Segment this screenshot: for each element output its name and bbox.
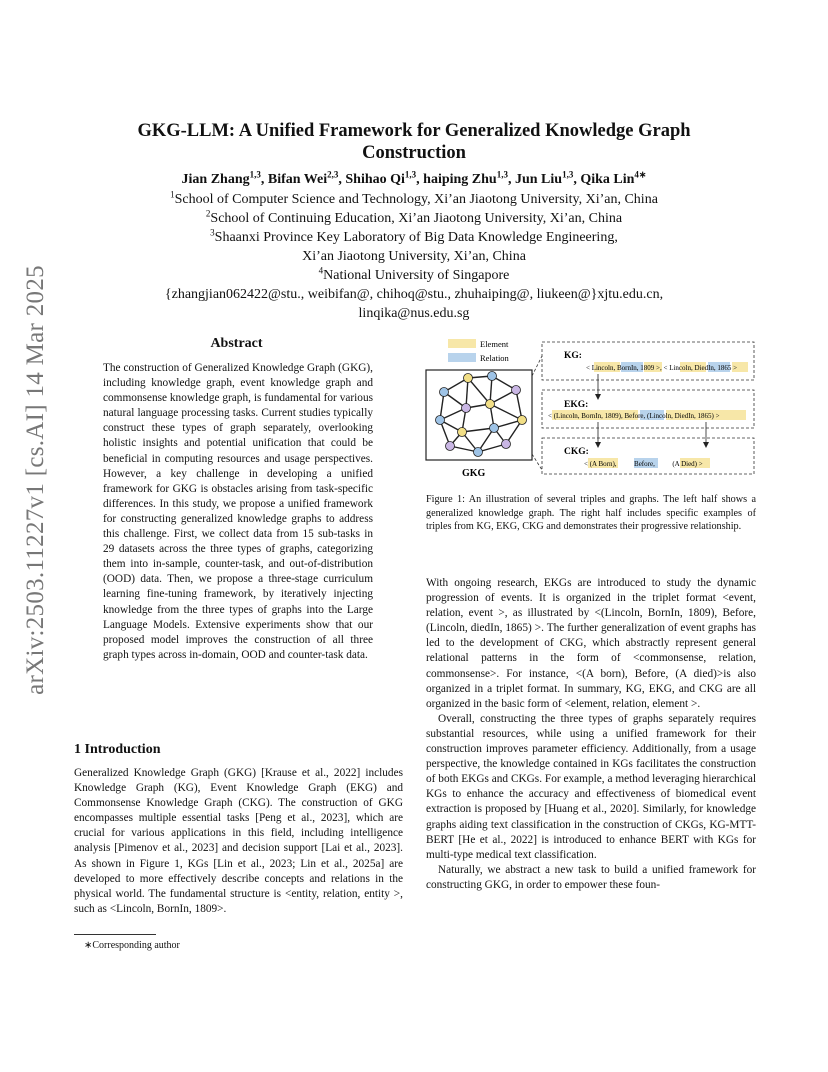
legend-relation-swatch (448, 353, 476, 362)
affiliations (90, 190, 738, 323)
author: Jian Zhang$^{1,3}$ (181, 169, 261, 187)
ekg-label: EKG: (564, 400, 589, 410)
affiliation-3-cont: Xi’an Jiaotong University, Xi’an, China (302, 249, 526, 264)
gkg-graph (426, 370, 532, 460)
paper-title: GKG-LLM: A Unified Framework for Generalized Knowledge Graph Construction (137, 121, 691, 163)
kg-triples: < Lincoln, BornIn, 1809 >, < Lincoln, DiedIn, 1865 > (586, 364, 738, 372)
author: Jun Liu$^{1,3}$ (514, 169, 574, 187)
footnote: ∗Corresponding author (84, 940, 180, 951)
author-list: Jian Zhang$^{1,3}$, Bifan Wei$^{2,3}$, Shihao Qi$^{1,3}$, haiping Zhu$^{1,3}$, Jun Liu$^{1,3}$, Qika Lin$^{4∗}$ (181, 169, 647, 187)
arxiv-id: arXiv:2503.11227v1 [cs.AI] 14 Mar 2025 (22, 265, 49, 695)
figure-caption: Figure 1: An illustration of several triples and graphs. The left half shows a generalized knowledge graph. The right half includes specific examples of triples from KG, EKG, CKG and demonstrates their progressive relationship. (426, 494, 756, 532)
abstract-text: The construction of Generalized Knowledge Graph (GKG), including knowledge graph, event knowledge graph and commonsense knowledge graph, is fundamental for various natural language processing tasks. Current studies typically construct these types of graph separately, overlooking holistic insights and potential unification that could be beneficial in computing resources and usage perspectives. However, a key challenge in developing a unified framework for GKG is obstacles arising from task-specific differences. In this study, we propose a unified framework for constructing generalized knowledge graphs to address this challenge. First, we collect data from 15 sub-tasks in 29 datasets across the three types of graphs, categorizing them into in-sample, counter-task, and out-of-distribution (OOD) data. Then, we propose a three-stage curriculum learning fine-tuning framework, by iteratively injecting knowledge from the three types of graphs into the Large Language Models. Extensive experiments show that our proposed model improves the construction of all three graph types across in-domain, OOD and counter-task data. (103, 362, 373, 661)
affiliation-4: $^4$National University of Singapore (318, 265, 510, 283)
paragraph: Naturally, we abstract a new task to build a unified framework for constructing GKG, in order to empower these foun- (426, 863, 756, 891)
footnote-rule (74, 934, 156, 935)
ckg-label: CKG: (564, 447, 589, 457)
affiliation-2: $^2$School of Continuing Education, Xi’an Jiaotong University, Xi’an, China (205, 208, 623, 226)
introduction-text: Generalized Knowledge Graph (GKG) [Krause et al., 2022] includes Knowledge Graph (KG), Event Knowledge Graph (EKG) and Commonsense Knowledge Graph (CKG). The construction of GKG encompasses multiple essential tasks [Peng et al., 2023], which are crucial for various applications in this field, including intelligence analysis [Pimenov et al., 2023] and decision support [Lai et al., 2023]. As shown in Figure 1, KGs [Lin et al., 2023; Lin et al., 2025a] are developed to more effectively describe concepts and relations in the physical world. The fundamental structure is <entity, relation, entity >, such as <Lincoln, BornIn, 1809>. (74, 767, 403, 915)
affiliation-3: $^3$Shaanxi Province Key Laboratory of Big Data Knowledge Engineering, (210, 227, 618, 245)
legend-element-label: Element (480, 339, 509, 349)
email-list-2: linqika@nus.edu.sg (358, 306, 470, 321)
legend-element-swatch (448, 339, 476, 348)
gkg-label: GKG (462, 468, 486, 479)
affiliation-1: $^1$School of Computer Science and Technology, Xi’an Jiaotong University, Xi’an, China (170, 189, 658, 207)
abstract-heading: Abstract (210, 336, 263, 351)
kg-label: KG: (564, 351, 582, 361)
arxiv-sidebar (10, 0, 62, 1072)
author: Shihao Qi$^{1,3}$ (345, 169, 417, 187)
kg-box (542, 342, 754, 380)
right-column-text (426, 576, 756, 893)
figure-1 (418, 334, 758, 482)
ckg-triple: < (A Born), Before, (A Died) > (584, 460, 703, 468)
author: Qika Lin$^{4∗}$ (580, 169, 647, 187)
author: haiping Zhu$^{1,3}$ (423, 169, 508, 187)
author: Bifan Wei$^{2,3}$ (267, 169, 339, 187)
legend-relation-label: Relation (480, 353, 509, 363)
paragraph: With ongoing research, EKGs are introduced to study the dynamic progression of events. It is organized in the triplet format <event, relation, event >, as illustrated by <(Lincoln, BornIn, 1809), Before, (Lincoln, diedIn, 1865) >. The further generalization of event graphs has led to the development of CKG, which abstractly represent general relational patterns in the form of <commonsense, relation, commonsense>. For instance, <(A born), Before, (A died)>is also organized in a triplet format. In summary, KG, EKG, and CKG are all organized in the basic form of <element, relation, element >. (426, 577, 756, 710)
ekg-triple: < (Lincoln, BornIn, 1809), Before, (Lincoln, DiedIn, 1865) > (548, 412, 720, 420)
paragraph: Overall, constructing the three types of graphs separately requires substantial resources, while using a unified framework for their construction improves parameter efficiency. Additionally, from a usage perspective, the knowledge contained in KGs facilitates the construction of both EKGs and CKGs. For example, a method leveraging hierarchical KGs to enhance the accuracy and effectiveness of biomedical event extraction is proposed by [Huang et al., 2020]. Similarly, for knowledge graphs aiding text classification in the construction of CKGs, KG-MTT-BERT [He et al., 2022] is introduced to enhance BERT with KGs for multi-type medical text classification. (426, 712, 756, 861)
email-list: {zhangjian062422@stu., weibifan@, chihoq@stu., zhuhaiping@, liukeen@}xjtu.edu.cn, (164, 287, 664, 302)
section-heading-introduction: 1 Introduction (74, 742, 161, 757)
